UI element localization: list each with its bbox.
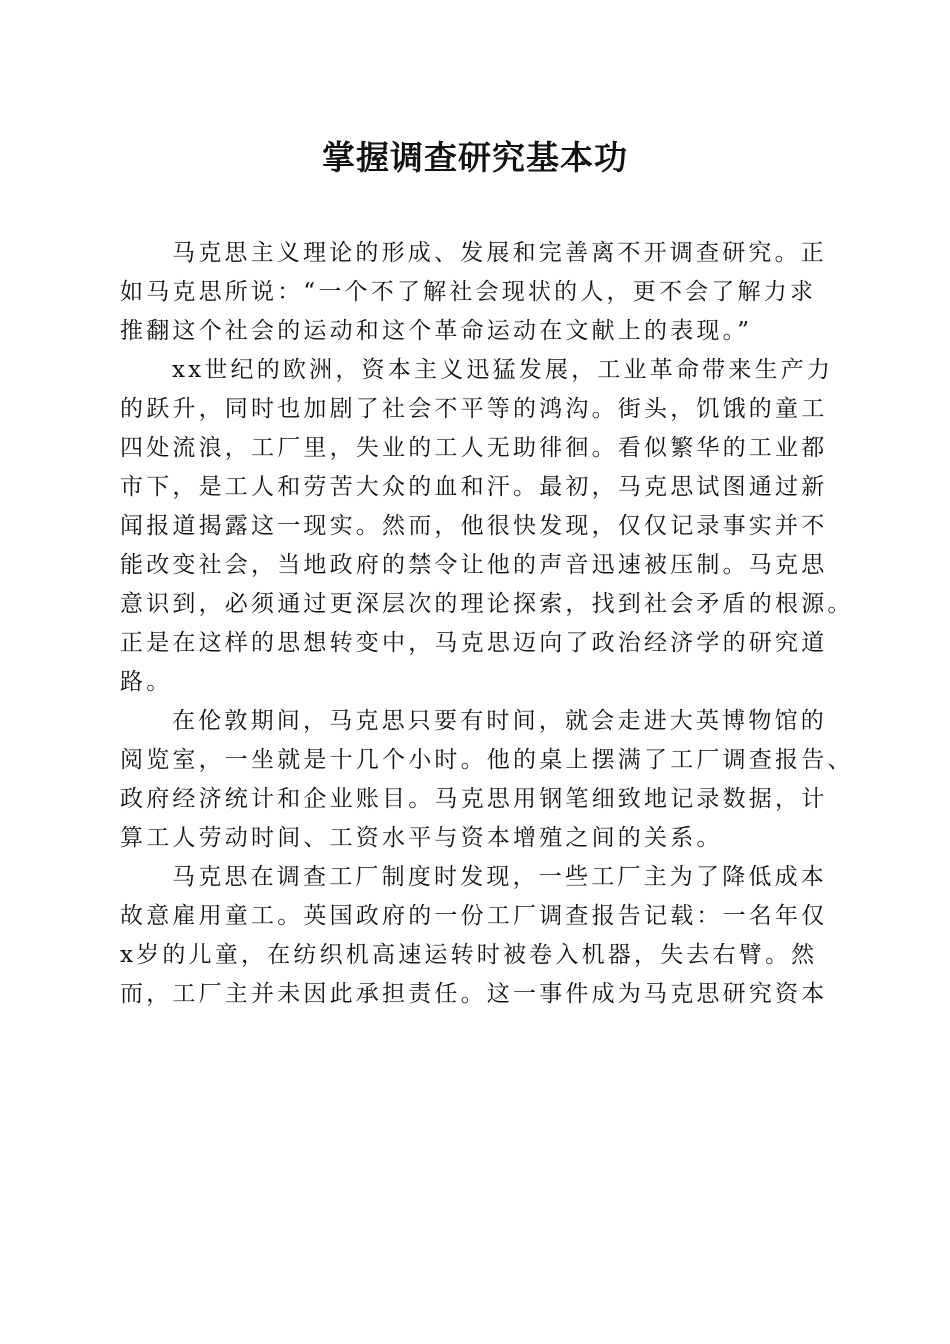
text-line: xx世纪的欧洲，资本主义迅猛发展，工业革命带来生产力 bbox=[172, 357, 834, 383]
text-line: 算工人劳动时间、工资水平与资本增殖之间的关系。 bbox=[120, 825, 723, 851]
paragraph bbox=[120, 234, 826, 351]
text-line: 意识到，必须通过更深层次的理论探索，找到社会矛盾的根源。 bbox=[120, 591, 854, 617]
text-line: 的跃升，同时也加剧了社会不平等的鸿沟。街头，饥饿的童工 bbox=[120, 396, 828, 422]
text-line: 能改变社会，当地政府的禁令让他的声音迅速被压制。马克思 bbox=[120, 552, 828, 578]
text-line: x岁的儿童，在纺织机高速运转时被卷入机器，失去右臂。然 bbox=[120, 942, 818, 968]
text-line: 推翻这个社会的运动和这个革命运动在文献上的表现。” bbox=[120, 318, 753, 344]
text-line: 故意雇用童工。英国政府的一份工厂调查报告记载：一名年仅 bbox=[120, 903, 828, 929]
text-line: 闻报道揭露这一现实。然而，他很快发现，仅仅记录事实并不 bbox=[120, 513, 828, 539]
text-line: 市下，是工人和劳苦大众的血和汗。最初，马克思试图通过新 bbox=[120, 474, 828, 500]
text-line: 路。 bbox=[120, 669, 173, 695]
document-body bbox=[120, 234, 854, 1014]
text-line: 政府经济统计和企业账目。马克思用钢笔细致地记录数据，计 bbox=[120, 786, 828, 812]
text-line: 如马克思所说：“一个不了解社会现状的人，更不会了解力求 bbox=[120, 279, 817, 305]
text-line: 马克思在调查工厂制度时发现，一些工厂主为了降低成本 bbox=[172, 864, 827, 890]
text-line: 四处流浪，工厂里，失业的工人无助徘徊。看似繁华的工业都 bbox=[120, 435, 828, 461]
paragraph bbox=[120, 351, 854, 702]
text-line: 在伦敦期间，马克思只要有时间，就会走进大英博物馆的 bbox=[172, 708, 827, 734]
text-line: 而，工厂主并未因此承担责任。这一事件成为马克思研究资本 bbox=[120, 981, 828, 1007]
paragraph bbox=[120, 702, 854, 858]
text-line: 马克思主义理论的形成、发展和完善离不开调查研究。正 bbox=[172, 240, 827, 266]
document-title: 掌握调查研究基本功 bbox=[322, 138, 628, 177]
paragraph bbox=[120, 858, 826, 1014]
text-line: 阅览室，一坐就是十几个小时。他的桌上摆满了工厂调查报告、 bbox=[120, 747, 854, 773]
text-line: 正是在这样的思想转变中，马克思迈向了政治经济学的研究道 bbox=[120, 630, 828, 656]
